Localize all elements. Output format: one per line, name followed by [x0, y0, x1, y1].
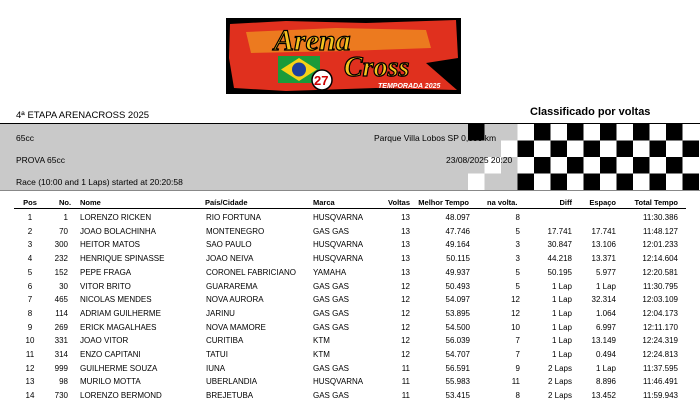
cell-no: 152 [54, 267, 68, 277]
cell-pos: 13 [25, 377, 35, 387]
cell-voltas: 13 [401, 240, 410, 250]
cell-navolta: 9 [515, 363, 520, 373]
cell-total: 11:30.795 [643, 281, 678, 291]
cell-pos: 6 [27, 281, 33, 291]
cell-no: 269 [54, 322, 68, 332]
cell-no: 30 [59, 281, 68, 291]
cell-pais: GUARAREMA [206, 281, 258, 291]
cell-nome: ENZO CAPITANI [80, 350, 141, 359]
cell-marca: HUSQVARNA [313, 213, 364, 222]
cell-marca: GAS GAS [313, 308, 350, 318]
cell-melhor: 48.097 [445, 213, 470, 222]
cell-pais: NOVA AURORA [206, 295, 264, 305]
cell-diff: 1 Lap [551, 295, 572, 305]
cell-navolta: 7 [515, 336, 520, 346]
cell-total: 12:20.581 [642, 267, 678, 277]
cell-no: 232 [54, 254, 68, 264]
cell-total: 11:59.943 [643, 391, 678, 401]
cell-pos: 12 [25, 363, 35, 373]
cell-total: 12:04.173 [642, 308, 678, 318]
cell-nome: JOAO VITOR [80, 336, 129, 346]
col-header-melhor: Melhor Tempo [418, 198, 469, 207]
cell-voltas: 12 [401, 322, 410, 332]
cell-espaco: 17.741 [591, 226, 616, 236]
logo-season: TEMPORADA 2025 [378, 83, 441, 90]
cell-diff: 1 Lap [551, 322, 572, 332]
cell-diff: 50.195 [547, 267, 572, 277]
cell-voltas: 13 [401, 226, 410, 236]
cell-pais: TATUI [206, 350, 228, 359]
cell-navolta: 5 [515, 267, 520, 277]
cell-voltas: 11 [401, 377, 410, 387]
cell-melhor: 54.500 [445, 322, 470, 332]
cell-pais: JOAO NEIVA [206, 254, 254, 264]
cell-total: 12:24.813 [642, 350, 678, 359]
cell-melhor: 54.707 [445, 350, 470, 359]
cell-voltas: 12 [401, 350, 410, 359]
cell-no: 70 [59, 226, 68, 236]
cell-diff: 44.218 [547, 254, 572, 264]
cell-navolta: 7 [515, 350, 520, 359]
cell-espaco: 1 Lap [595, 363, 616, 373]
cell-total: 12:11.170 [643, 322, 678, 332]
cell-pos: 10 [25, 336, 35, 346]
cell-pais: SAO PAULO [206, 240, 252, 250]
cell-navolta: 8 [515, 391, 520, 401]
cell-navolta: 11 [511, 377, 520, 387]
col-header-marca: Marca [313, 198, 335, 207]
cell-melhor: 50.493 [445, 281, 470, 291]
col-header-voltas: Voltas [388, 198, 410, 207]
cell-diff: 17.741 [547, 226, 572, 236]
cell-diff: 30.847 [547, 240, 572, 250]
cell-total: 11:30.386 [643, 213, 678, 222]
cell-melhor: 53.895 [445, 308, 470, 318]
cell-pos: 11 [25, 350, 35, 359]
cell-nome: ADRIAM GUILHERME [80, 308, 161, 318]
cell-nome: NICOLAS MENDES [80, 295, 152, 305]
col-header-navolta: na volta. [487, 198, 518, 207]
cell-nome: PEPE FRAGA [80, 267, 132, 277]
cell-voltas: 12 [401, 281, 410, 291]
col-header-espaco: Espaço [589, 198, 616, 207]
cell-voltas: 11 [401, 391, 410, 401]
cell-voltas: 11 [401, 363, 410, 373]
col-header-no: No. [58, 198, 72, 207]
race-datetime: 23/08/2025 20:20 [446, 155, 513, 165]
col-header-pos: Pos [23, 198, 37, 207]
cell-total: 12:03.109 [642, 295, 678, 305]
cell-voltas: 13 [401, 267, 410, 277]
cell-pos: 1 [27, 213, 33, 222]
cell-marca: GAS GAS [313, 322, 350, 332]
cell-nome: JOAO BOLACHINHA [80, 226, 157, 236]
cell-voltas: 12 [401, 336, 410, 346]
cell-navolta: 5 [515, 226, 520, 236]
cell-pos: 3 [27, 240, 33, 250]
cell-melhor: 49.164 [445, 240, 470, 250]
cell-espaco: 1 Lap [595, 281, 616, 291]
cell-pais: CORONEL FABRICIANO [206, 267, 296, 277]
cell-nome: HEITOR MATOS [80, 240, 141, 250]
cell-melhor: 50.115 [446, 254, 470, 264]
cell-marca: GAS GAS [313, 295, 350, 305]
col-header-nome: Nome [80, 198, 101, 207]
cell-no: 465 [54, 295, 68, 305]
cell-melhor: 53.415 [445, 391, 470, 401]
cell-espaco: 8.896 [595, 377, 616, 387]
race-name: PROVA 65cc [16, 155, 65, 165]
logo-number: 27 [314, 73, 329, 88]
cell-melhor: 56.039 [445, 336, 470, 346]
cell-marca: GAS GAS [313, 226, 350, 236]
cell-pais: MONTENEGRO [206, 226, 265, 236]
cell-marca: HUSQVARNA [313, 254, 364, 264]
cell-marca: KTM [313, 350, 330, 359]
cell-navolta: 3 [515, 240, 520, 250]
cell-no: 98 [59, 377, 68, 387]
cell-marca: GAS GAS [313, 391, 350, 401]
cell-nome: ERICK MAGALHAES [80, 322, 157, 332]
cell-nome: MURILO MOTTA [80, 377, 141, 387]
cell-no: 730 [54, 391, 68, 401]
cell-nome: LORENZO RICKEN [80, 213, 152, 222]
cell-total: 12:01.233 [642, 240, 678, 250]
cell-voltas: 13 [401, 213, 410, 222]
cell-no: 1 [63, 213, 68, 222]
cell-pos: 2 [27, 226, 33, 236]
logo-line2: Cross [344, 52, 410, 83]
cell-melhor: 55.983 [445, 377, 470, 387]
cell-pos: 4 [27, 254, 33, 264]
cell-pos: 14 [25, 391, 35, 401]
cell-pais: NOVA MAMORE [206, 322, 266, 332]
cell-espaco: 13.452 [591, 391, 616, 401]
cell-no: 999 [54, 363, 68, 373]
cell-total: 11:46.491 [643, 377, 678, 387]
cell-no: 114 [55, 308, 68, 318]
cell-navolta: 3 [515, 254, 520, 264]
cell-navolta: 12 [511, 308, 520, 318]
cell-marca: KTM [313, 336, 330, 346]
cell-diff: 1 Lap [551, 308, 572, 318]
cell-nome: HENRIQUE SPINASSE [80, 254, 165, 264]
cell-total: 11:37.595 [643, 363, 678, 373]
cell-espaco: 0.494 [595, 350, 616, 359]
col-header-pais: País/Cidade [205, 198, 248, 207]
cell-pos: 7 [27, 295, 33, 305]
cell-espaco: 5.977 [595, 267, 616, 277]
cell-espaco: 32.314 [591, 295, 616, 305]
cell-diff: 1 Lap [551, 350, 572, 359]
logo-line1: Arena [274, 24, 351, 57]
cell-pais: JARINU [206, 308, 235, 318]
cell-no: 314 [54, 350, 68, 359]
cell-total: 11:48.127 [643, 226, 678, 236]
cell-marca: GAS GAS [313, 363, 350, 373]
cell-pais: IUNA [206, 363, 226, 373]
cell-melhor: 49.937 [445, 267, 470, 277]
event-title: 4ª ETAPA ARENACROSS 2025 [16, 110, 150, 121]
cell-diff: 2 Laps [547, 377, 572, 387]
cell-voltas: 13 [401, 254, 410, 264]
cell-melhor: 56.591 [445, 363, 470, 373]
cell-navolta: 8 [515, 213, 520, 222]
cell-pos: 9 [27, 322, 33, 332]
cell-pos: 5 [27, 267, 33, 277]
venue-label: Parque Villa Lobos SP 0,350 km [374, 133, 497, 143]
cell-espaco: 13.371 [591, 254, 616, 264]
cell-melhor: 47.746 [445, 226, 470, 236]
cell-voltas: 12 [401, 308, 410, 318]
cell-espaco: 13.149 [591, 336, 616, 346]
cell-marca: GAS GAS [313, 281, 350, 291]
cell-marca: HUSQVARNA [313, 240, 364, 250]
cell-pais: BREJETUBA [206, 391, 254, 401]
cell-total: 12:14.604 [642, 254, 678, 264]
cell-diff: 1 Lap [551, 281, 572, 291]
cell-pais: CURITIBA [206, 336, 244, 346]
cell-nome: GUILHERME SOUZA [80, 363, 158, 373]
cell-no: 300 [54, 240, 68, 250]
classification-label: Classificado por voltas [530, 106, 651, 118]
cell-navolta: 5 [515, 281, 520, 291]
cell-nome: VITOR BRITO [80, 281, 131, 291]
cell-marca: HUSQVARNA [313, 377, 364, 387]
cell-nome: LORENZO BERMOND [80, 391, 162, 401]
race-start-info: Race (10:00 and 1 Laps) started at 20:20:58 [16, 177, 183, 187]
cell-diff: 2 Laps [547, 391, 572, 401]
cell-pos: 8 [27, 308, 33, 318]
cell-pais: RIO FORTUNA [206, 213, 261, 222]
cell-melhor: 54.097 [445, 295, 470, 305]
cell-marca: YAMAHA [313, 267, 347, 277]
cell-navolta: 12 [511, 295, 520, 305]
cell-diff: 1 Lap [551, 336, 572, 346]
cell-voltas: 12 [401, 295, 410, 305]
cell-navolta: 10 [511, 322, 520, 332]
category-label: 65cc [16, 133, 34, 143]
cell-espaco: 6.997 [595, 322, 616, 332]
cell-espaco: 1.064 [595, 308, 616, 318]
col-header-diff: Diff [559, 198, 572, 207]
cell-no: 331 [54, 336, 68, 346]
cell-pais: UBERLANDIA [206, 377, 258, 387]
cell-espaco: 13.106 [591, 240, 616, 250]
cell-total: 12:24.319 [642, 336, 678, 346]
cell-diff: 2 Laps [547, 363, 572, 373]
col-header-total: Total Tempo [634, 198, 678, 207]
